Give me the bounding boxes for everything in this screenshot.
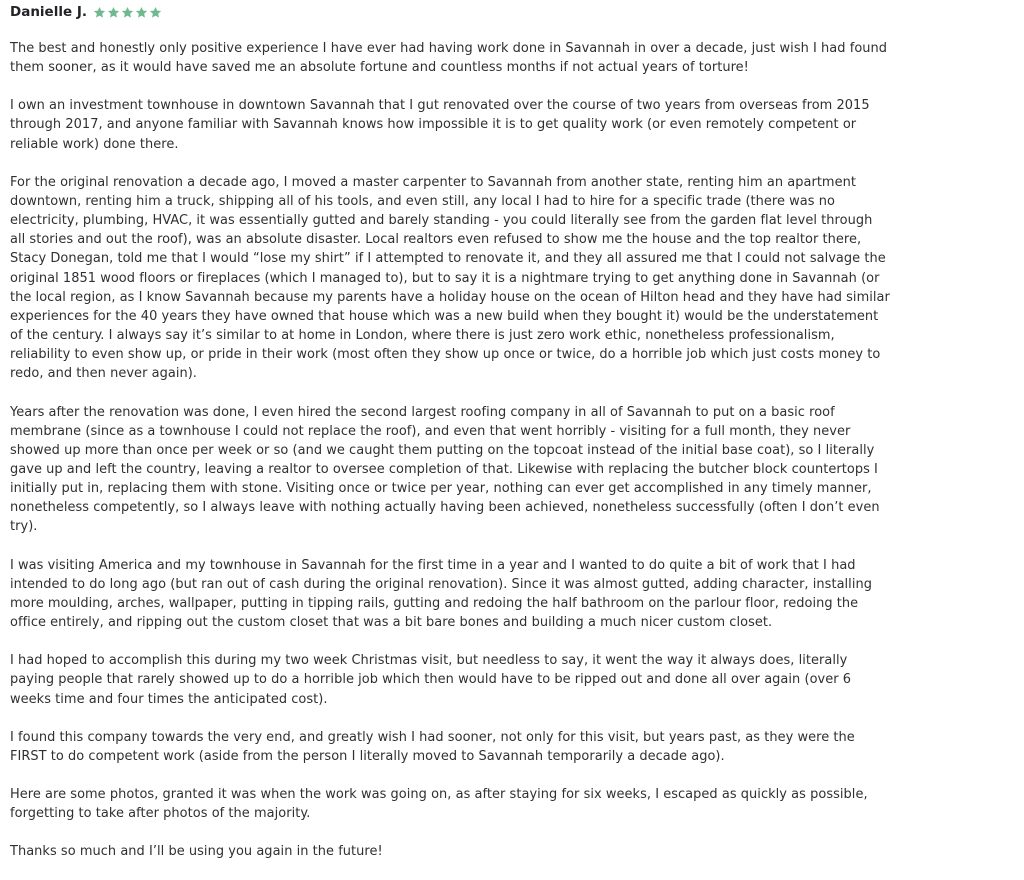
- reviewer-name[interactable]: Danielle J.: [10, 4, 87, 20]
- star-rating: [93, 6, 162, 19]
- star-icon: [135, 6, 148, 19]
- review-paragraph: The best and honestly only positive experience I have ever had having work done in Savannah in over a decade, just wish I had found them sooner, as it would have saved me an absolute fortune and countless months if not actual years of torture!: [10, 41, 888, 76]
- star-icon: [93, 6, 106, 19]
- review-paragraph: I was visiting America and my townhouse in Savannah for the first time in a year and I wanted to do quite a bit of work that I had intended to do long ago (but ran out of cash during the original renovation). Since it was almost gutted, adding character, installing more moulding, arches, wallpaper, putting in tipping rails, gutting and redoing the half bathroom on the parlour floor, redoing the office entirely, and ripping out the custom closet that was a bit bare bones and building a much nicer custom closet.: [10, 557, 872, 631]
- star-icon: [121, 6, 134, 19]
- review-paragraph: I had hoped to accomplish this during my two week Christmas visit, but needless to say, it went the way it always does, literally paying people that rarely showed up to do a horrible job which then would have to be ripped out and done all over again (over 6 weeks time and four times the anticipated cost).: [10, 653, 852, 707]
- review-header: [10, 2, 890, 22]
- star-icon: [107, 6, 120, 19]
- star-icon: [149, 6, 162, 19]
- review-paragraph: Thanks so much and I’ll be using you again in the future!: [10, 844, 383, 860]
- review-card: [10, 2, 890, 880]
- review-paragraph: For the original renovation a decade ago, I moved a master carpenter to Savannah from another state, renting him an apartment downtown, renting him a truck, shipping all of his tools, and even still, any local I had to hire for a specific trade (there was no electricity, plumbing, HVAC, it was essentially gutted and barely standing - you could literally see from the garden flat level through all stories and out the roof), was an absolute disaster. Local realtors even refused to show me the house and the top realtor there, Stacy Donegan, told me that I would “lose my shirt” if I attempted to renovate it, and they all assured me that I could not salvage the original 1851 wood floors or fireplaces (which I managed to), but to say it is a nightmare trying to get anything done in Savannah (or the local region, as I know Savannah because my parents have a holiday house on the ocean of Hilton head and they have had similar experiences for the 40 years they have owned that house which was a new build when they bought it) would be the understatement of the century. I always say it’s similar to at home in London, where there is just zero work ethic, nonetheless professionalism, reliability to even show up, or pride in their work (most often they show up once or twice, do a horrible job which just costs money to redo, and then never again).: [10, 174, 890, 382]
- review-paragraph: I found this company towards the very end, and greatly wish I had sooner, not only for this visit, but years past, as they were the FIRST to do competent work (aside from the person I literally moved to Savannah temporarily a decade ago).: [10, 729, 855, 764]
- review-paragraph: Here are some photos, granted it was when the work was going on, as after staying for six weeks, I escaped as quickly as possible, forgetting to take after photos of the majority.: [10, 787, 868, 822]
- review-paragraph: Years after the renovation was done, I even hired the second largest roofing company in all of Savannah to put on a basic roof membrane (since as a townhouse I could not replace the roof), and even that went horribly - visiting for a full month, they never showed up more than once per week or so (and we caught them putting on the topcoat instead of the initial base coat), so I literally gave up and left the country, leaving a realtor to oversee completion of that. Likewise with replacing the butcher block countertops I initially put in, replacing them with stone. Visiting once or twice per year, nothing can ever get accomplished in any timely manner, nonetheless competently, so I always leave with nothing actually having been achieved, nonetheless successfully (often I don’t even try).: [10, 404, 880, 535]
- review-paragraph: I own an investment townhouse in downtown Savannah that I gut renovated over the course of two years from overseas from 2015 through 2017, and anyone familiar with Savannah knows how impossible it is to get quality work (or even remotely competent or reliable work) done there.: [10, 98, 870, 152]
- review-body: [10, 39, 890, 861]
